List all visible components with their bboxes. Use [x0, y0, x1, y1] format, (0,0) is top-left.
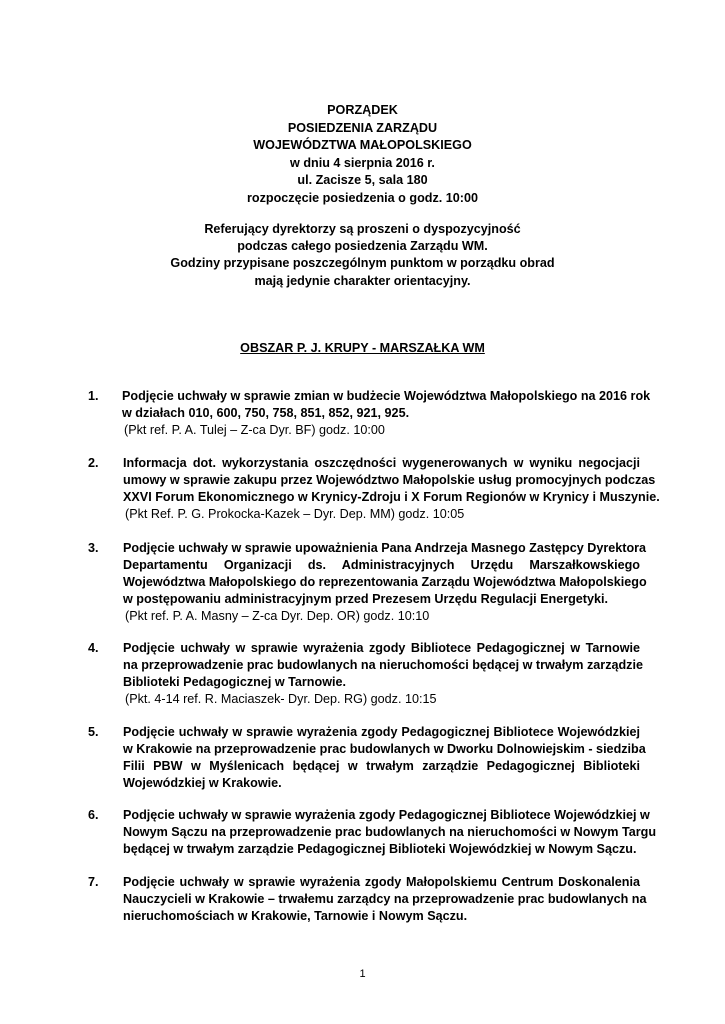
agenda-item — [88, 540, 647, 625]
item-text: Wojewódzkiej w Krakowie. — [123, 776, 282, 790]
note-line: Godziny przypisane poszczególnym punktom w porządku obrad — [170, 256, 555, 271]
item-text: w działach 010, 600, 750, 758, 851, 852, 921, 925. — [122, 406, 410, 420]
section-title: OBSZAR P. J. KRUPY - MARSZAŁKA WM — [240, 341, 485, 355]
agenda-item — [88, 724, 646, 792]
item-number: 1. — [88, 389, 99, 403]
item-text: Podjęcie uchwały w sprawie wyrażenia zgody Małopolskiemu Centrum Doskonalenia — [123, 875, 640, 889]
header-date: w dniu 4 sierpnia 2016 r. — [290, 155, 435, 170]
note-line: mają jedynie charakter orientacyjny. — [254, 273, 471, 288]
agenda-item — [88, 874, 647, 925]
document-header — [0, 102, 725, 207]
header-title: PORZĄDEK — [327, 103, 398, 117]
item-number: 6. — [88, 808, 99, 822]
item-text: Informacja dot. wykorzystania oszczędności wygenerowanych w wyniku negocjacji — [123, 456, 640, 470]
item-text: Nauczycieli w Krakowie – trwałemu zarządcy na przeprowadzenie prac budowlanych na — [123, 892, 647, 906]
header-subtitle: POSIEDZENIA ZARZĄDU — [287, 120, 438, 135]
agenda-item — [88, 455, 660, 523]
item-text: Filii PBW w Myślenicach będącej w trwałym zarządzie Pedagogicznej Biblioteki — [123, 759, 640, 773]
item-text: nieruchomościach w Krakowie, Tarnowie i Nowym Sączu. — [123, 909, 468, 923]
agenda-item — [88, 640, 643, 708]
agenda-item — [88, 807, 657, 858]
item-text: XXVI Forum Ekonomicznego w Krynicy-Zdroju i X Forum Regionów w Krynicy i Muszynie. — [123, 490, 660, 504]
item-text: Podjęcie uchwały w sprawie zmian w budżecie Województwa Małopolskiego na 2016 rok — [122, 389, 651, 403]
header-start-time: rozpoczęcie posiedzenia o godz. 10:00 — [247, 190, 478, 205]
item-text: umowy w sprawie zakupu przez Województwo Małopolskie usług promocyjnych podczas — [123, 473, 656, 487]
item-number: 5. — [88, 725, 99, 739]
item-number: 3. — [88, 541, 99, 555]
item-reference: (Pkt. 4-14 ref. R. Maciaszek- Dyr. Dep. RG) godz. 10:15 — [125, 692, 437, 706]
note-line: podczas całego posiedzenia Zarządu WM. — [237, 239, 488, 254]
item-number: 2. — [88, 456, 99, 470]
item-text: Województwa Małopolskiego do reprezentowania Zarządu Województwa Małopolskiego — [123, 575, 647, 589]
header-location: ul. Zacisze 5, sala 180 — [297, 173, 428, 187]
agenda-item — [88, 388, 651, 439]
item-text: Podjęcie uchwały w sprawie upoważnienia Pana Andrzeja Masnego Zastępcy Dyrektora — [123, 541, 647, 555]
item-text: Departamentu Organizacji ds. Administracyjnych Urzędu Marszałkowskiego — [123, 558, 640, 572]
item-text: Podjęcie uchwały w sprawie wyrażenia zgody Pedagogicznej Bibliotece Wojewódzkiej — [123, 725, 640, 739]
item-text: na przeprowadzenie prac budowlanych na nieruchomości będącej w trwałym zarządzie — [123, 658, 643, 672]
item-text: Biblioteki Pedagogicznej w Tarnowie. — [123, 675, 346, 689]
item-reference: (Pkt ref. P. A. Masny – Z-ca Dyr. Dep. OR) godz. 10:10 — [125, 609, 430, 623]
item-text: będącej w trwałym zarządzie Pedagogicznej Biblioteki Wojewódzkiej w Nowym Sączu. — [123, 842, 637, 856]
item-number: 7. — [88, 875, 99, 889]
item-text: w Krakowie na przeprowadzenie prac budowlanych w Dworku Dolnowiejskim - siedziba — [123, 742, 646, 756]
directors-note — [0, 221, 725, 290]
item-text: Nowym Sączu na przeprowadzenie prac budowlanych na nieruchomości w Nowym Targu — [123, 825, 657, 839]
page-number: 1 — [359, 968, 366, 980]
item-number: 4. — [88, 641, 99, 655]
item-text: w postępowaniu administracyjnym przed Prezesem Urzędu Regulacji Energetyki. — [123, 592, 609, 606]
header-organization: WOJEWÓDZTWA MAŁOPOLSKIEGO — [253, 138, 472, 152]
note-line: Referujący dyrektorzy są proszeni o dyspozycyjność — [204, 222, 521, 236]
item-text: Podjęcie uchwały w sprawie wyrażenia zgody Bibliotece Pedagogicznej w Tarnowie — [123, 641, 640, 655]
item-reference: (Pkt Ref. P. G. Prokocka-Kazek – Dyr. Dep. MM) godz. 10:05 — [125, 507, 465, 521]
item-reference: (Pkt ref. P. A. Tulej – Z-ca Dyr. BF) godz. 10:00 — [124, 423, 385, 437]
item-text: Podjęcie uchwały w sprawie wyrażenia zgody Pedagogicznej Bibliotece Wojewódzkiej w — [123, 808, 650, 822]
